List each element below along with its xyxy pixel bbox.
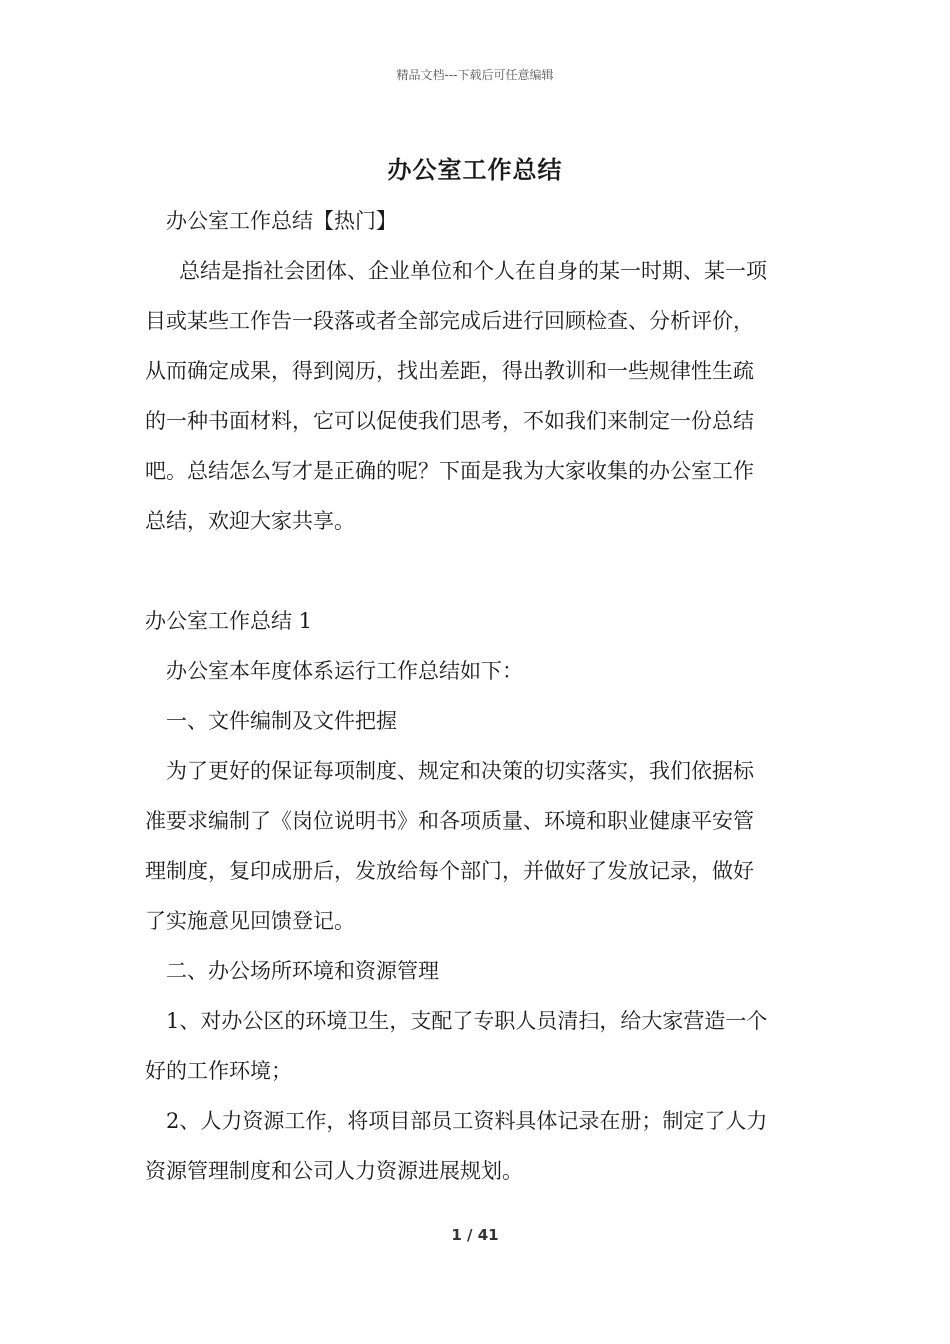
paragraph-line: 2、人力资源工作，将项目部员工资料具体记录在册；制定了人力	[166, 1109, 768, 1133]
section-heading: 二、办公场所环境和资源管理	[166, 959, 439, 983]
blank-line	[145, 546, 807, 596]
paragraph-line: 好的工作环境；	[145, 1059, 292, 1083]
paragraph-line: 目或某些工作告一段落或者全部完成后进行回顾检查、分析评价，	[145, 309, 754, 333]
page-number: 1 / 41	[451, 1226, 499, 1244]
section-heading: 一、文件编制及文件把握	[166, 709, 397, 733]
paragraph-line: 了实施意见回馈登记。	[145, 909, 355, 933]
paragraph-line: 资源管理制度和公司人力资源进展规划。	[145, 1159, 523, 1183]
paragraph-line: 1、对办公区的环境卫生，支配了专职人员清扫，给大家营造一个	[166, 1009, 768, 1033]
paragraph-line: 为了更好的保证每项制度、规定和决策的切实落实，我们依据标	[166, 759, 754, 783]
paragraph-line: 吧。总结怎么写才是正确的呢？下面是我为大家收集的办公室工作	[145, 459, 754, 483]
paragraph-line: 总结，欢迎大家共享。	[145, 509, 355, 533]
document-title: 办公室工作总结	[387, 155, 563, 184]
paragraph-line: 总结是指社会团体、企业单位和个人在自身的某一时期、某一项	[179, 259, 767, 283]
paragraph-line: 的一种书面材料，它可以促使我们思考，不如我们来制定一份总结	[145, 409, 754, 433]
subtitle-line: 办公室工作总结【热门】	[166, 209, 397, 233]
paragraph-line: 准要求编制了《岗位说明书》和各项质量、环境和职业健康平安管	[145, 809, 754, 833]
section-heading: 办公室工作总结 1	[145, 609, 313, 633]
document-body	[145, 196, 807, 1196]
paragraph-line: 从而确定成果，得到阅历，找出差距，得出教训和一些规律性生疏	[145, 359, 754, 383]
page-header: 精品文档---下载后可任意编辑	[396, 68, 554, 82]
paragraph-line: 办公室本年度体系运行工作总结如下：	[166, 659, 523, 683]
paragraph-line: 理制度，复印成册后，发放给每个部门，并做好了发放记录，做好	[145, 859, 754, 883]
